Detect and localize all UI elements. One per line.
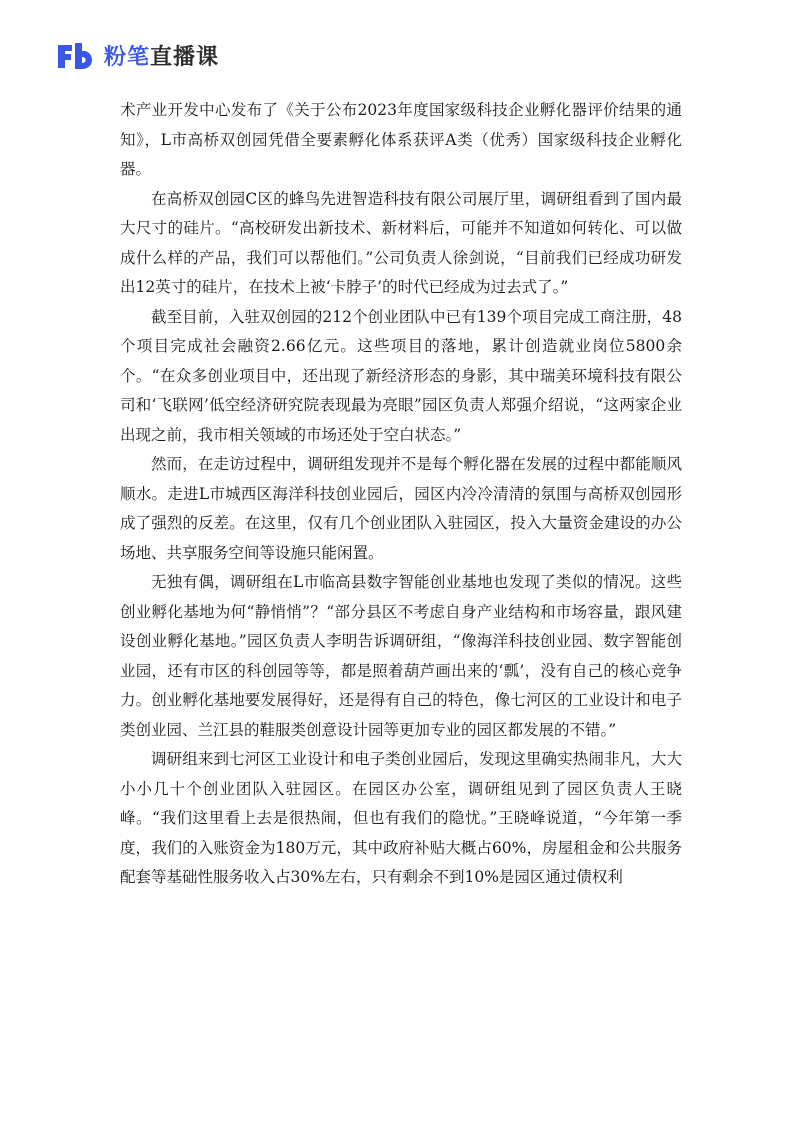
article-body [120, 96, 682, 893]
logo-product-name: 直播课 [150, 45, 220, 70]
header-logo [56, 40, 219, 71]
logo-brand-name: 粉笔 [104, 45, 151, 70]
paragraph-continuation: 术产业开发中心发布了《关于公布2023年度国家级科技企业孵化器评价结果的通知》，L市高桥双创园凭借全要素孵化体系获评A类（优秀）国家级科技企业孵化器。 [120, 101, 682, 178]
fenbi-logo-icon [56, 41, 94, 71]
paragraph: 截至目前，入驻双创园的212个创业团队中已有139个项目完成工商注册，48个项目完成社会融资2.66亿元。这些项目的落地，累计创造就业岗位5800余个。“在众多创业项目中，还出现了新经济形态的身影，其中瑞美环境科技有限公司和‘飞联网’低空经济研究院表现最为亮眼”园区负责人郑强介绍说，“这两家企业出现之前，我市相关领域的市场还处于空白状态。” [120, 307, 682, 444]
paragraph: 调研组来到七河区工业设计和电子类创业园后，发现这里确实热闹非凡，大大小小几十个创业团队入驻园区。在园区办公室，调研组见到了园区负责人王晓峰。“我们这里看上去是很热闹，但也有我们的隐忧。”王晓峰说道，“今年第一季度，我们的入账资金为180万元，其中政府补贴大概占60%，房屋租金和公共服务配套等基础性服务收入占30%左右，只有剩余不到10%是园区通过债权利 [120, 750, 682, 886]
logo-text [104, 40, 219, 71]
paragraph: 然而，在走访过程中，调研组发现并不是每个孵化器在发展的过程中都能顺风顺水。走进L市城西区海洋科技创业园后，园区内冷冷清清的氛围与高桥双创园形成了强烈的反差。在这里，仅有几个创业团队入驻园区，投入大量资金建设的办公场地、共享服务空间等设施只能闲置。 [120, 455, 682, 562]
paragraph: 无独有偶，调研组在L市临高县数字智能创业基地也发现了类似的情况。这些创业孵化基地为何“静悄悄”？“部分县区不考虑自身产业结构和市场容量，跟风建设创业孵化基地。”园区负责人李明告诉调研组，“像海洋科技创业园、数字智能创业园，还有市区的科创园等等，都是照着葫芦画出来的‘瓢’，没有自己的核心竞争力。创业孵化基地要发展得好，还是得有自己的特色，像七河区的工业设计和电子类创业园、兰江县的鞋服类创意设计园等更加专业的园区都发展的不错。” [120, 573, 682, 739]
paragraph: 在高桥双创园C区的蜂鸟先进智造科技有限公司展厅里，调研组看到了国内最大尺寸的硅片。“高校研发出新技术、新材料后，可能并不知道如何转化、可以做成什么样的产品，我们可以帮他们。”公司负责人徐剑说，“目前我们已经成功研发出12英寸的硅片，在技术上被‘卡脖子’的时代已经成为过去式了。” [120, 189, 682, 296]
